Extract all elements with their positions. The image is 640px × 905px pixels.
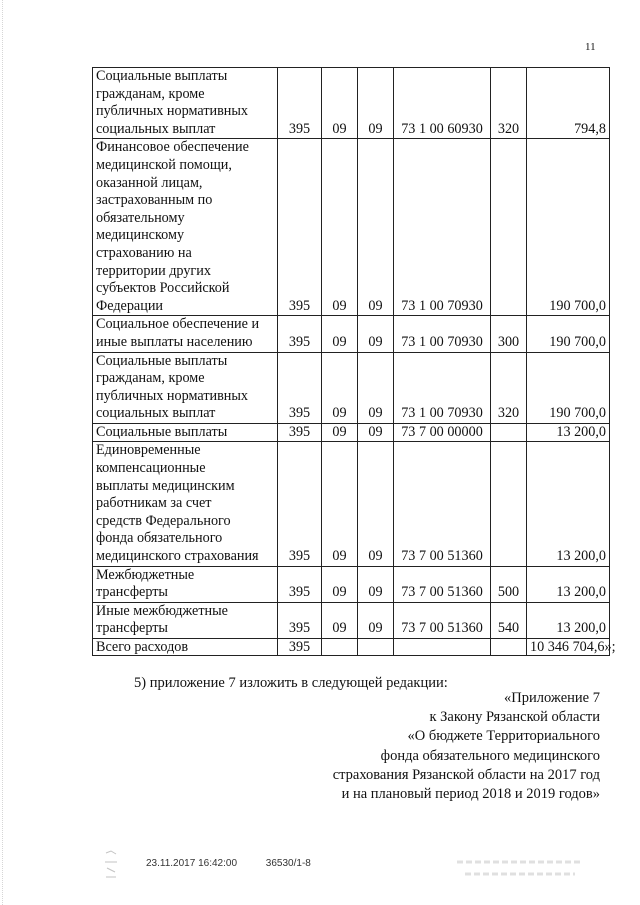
- table-row: [93, 442, 610, 566]
- row-target-article: 73 1 00 70930: [394, 316, 491, 352]
- row-sum: 13 200,0: [527, 566, 610, 602]
- row-section: 09: [322, 602, 358, 638]
- table-row: [93, 602, 610, 638]
- registration-mark-icon: [102, 850, 120, 880]
- row-expense-type: 540: [491, 602, 527, 638]
- row-name: Социальные выплаты гражданам, кроме публичных нормативных социальных выплат: [93, 352, 278, 423]
- row-expense-type: [491, 139, 527, 316]
- row-subsection: 09: [358, 442, 394, 566]
- row-section: 09: [322, 442, 358, 566]
- annex-heading: [333, 689, 600, 804]
- row-sum: 190 700,0: [527, 316, 610, 352]
- footer-stamp: [146, 858, 337, 869]
- row-section: 09: [322, 566, 358, 602]
- row-name: Социальные выплаты: [93, 423, 278, 442]
- total-empty-cell: [394, 639, 491, 656]
- total-empty-cell: [322, 639, 358, 656]
- row-target-article: 73 7 00 51360: [394, 442, 491, 566]
- row-target-article: 73 1 00 60930: [394, 68, 491, 139]
- budget-table: [92, 67, 616, 656]
- table-row: [93, 139, 610, 316]
- row-name: Социальные выплаты гражданам, кроме публичных нормативных социальных выплат: [93, 68, 278, 139]
- annex-line: фонда обязательного медицинского: [380, 747, 600, 764]
- page-number: 11: [585, 41, 596, 53]
- faint-stamp-icon: [455, 856, 585, 882]
- total-row: [93, 639, 610, 656]
- row-name: Межбюджетные трансферты: [93, 566, 278, 602]
- total-sum: 10 346 704,6»;: [527, 639, 610, 656]
- table-row: [93, 423, 610, 442]
- row-expense-type: 320: [491, 352, 527, 423]
- row-sum: 794,8: [527, 68, 610, 139]
- row-section: 09: [322, 68, 358, 139]
- row-name: Финансовое обеспечение медицинской помощи, оказанной лицам, застрахованным по обязательному медицинскому страхованию на территории других субъектов Российской Федерации: [93, 139, 278, 316]
- row-section: 09: [322, 139, 358, 316]
- row-target-article: 73 1 00 70930: [394, 352, 491, 423]
- row-expense-type: [491, 442, 527, 566]
- row-admin-code: 395: [278, 139, 322, 316]
- row-name: Социальное обеспечение и иные выплаты населению: [93, 316, 278, 352]
- row-subsection: 09: [358, 423, 394, 442]
- row-admin-code: 395: [278, 316, 322, 352]
- row-target-article: 73 7 00 51360: [394, 566, 491, 602]
- total-empty-cell: [358, 639, 394, 656]
- row-expense-type: 300: [491, 316, 527, 352]
- annex-line: страхования Рязанской области на 2017 год: [332, 766, 600, 783]
- row-sum: 13 200,0: [527, 423, 610, 442]
- row-target-article: 73 7 00 51360: [394, 602, 491, 638]
- table-row: [93, 566, 610, 602]
- total-admin-code: 395: [278, 639, 322, 656]
- row-subsection: 09: [358, 566, 394, 602]
- table-row: [93, 68, 610, 139]
- row-admin-code: 395: [278, 68, 322, 139]
- row-sum: 190 700,0: [527, 352, 610, 423]
- annex-line: и на плановый период 2018 и 2019 годов»: [341, 786, 600, 803]
- annex-line: к Закону Рязанской области: [429, 709, 600, 726]
- row-expense-type: [491, 423, 527, 442]
- row-sum: 13 200,0: [527, 442, 610, 566]
- row-section: 09: [322, 316, 358, 352]
- row-target-article: 73 7 00 00000: [394, 423, 491, 442]
- row-admin-code: 395: [278, 566, 322, 602]
- table-row: [93, 316, 610, 352]
- row-section: 09: [322, 423, 358, 442]
- row-admin-code: 395: [278, 602, 322, 638]
- annex-line: «О бюджете Территориального: [407, 728, 600, 745]
- row-name: Единовременные компенсационные выплаты медицинским работникам за счет средств Федерального фонда обязательного медицинского страхования: [93, 442, 278, 566]
- row-admin-code: 395: [278, 423, 322, 442]
- total-empty-cell: [491, 639, 527, 656]
- row-name: Иные межбюджетные трансферты: [93, 602, 278, 638]
- annex-line: «Приложение 7: [504, 690, 600, 706]
- table-row: [93, 352, 610, 423]
- budget-table-body: [93, 68, 616, 656]
- row-admin-code: 395: [278, 442, 322, 566]
- row-sum: 190 700,0: [527, 139, 610, 316]
- total-label: Всего расходов: [93, 639, 278, 656]
- scan-edge: [2, 0, 7, 905]
- footer-doc-id: 36530/1-8: [265, 858, 311, 869]
- row-target-article: 73 1 00 70930: [394, 139, 491, 316]
- footer-datetime: 23.11.2017 16:42:00: [146, 858, 238, 869]
- row-section: 09: [322, 352, 358, 423]
- row-subsection: 09: [358, 352, 394, 423]
- row-expense-type: 320: [491, 68, 527, 139]
- row-sum: 13 200,0: [527, 602, 610, 638]
- row-subsection: 09: [358, 602, 394, 638]
- row-expense-type: 500: [491, 566, 527, 602]
- row-admin-code: 395: [278, 352, 322, 423]
- amendment-text: 5) приложение 7 изложить в следующей редакции:: [134, 675, 448, 691]
- row-subsection: 09: [358, 139, 394, 316]
- row-subsection: 09: [358, 68, 394, 139]
- row-subsection: 09: [358, 316, 394, 352]
